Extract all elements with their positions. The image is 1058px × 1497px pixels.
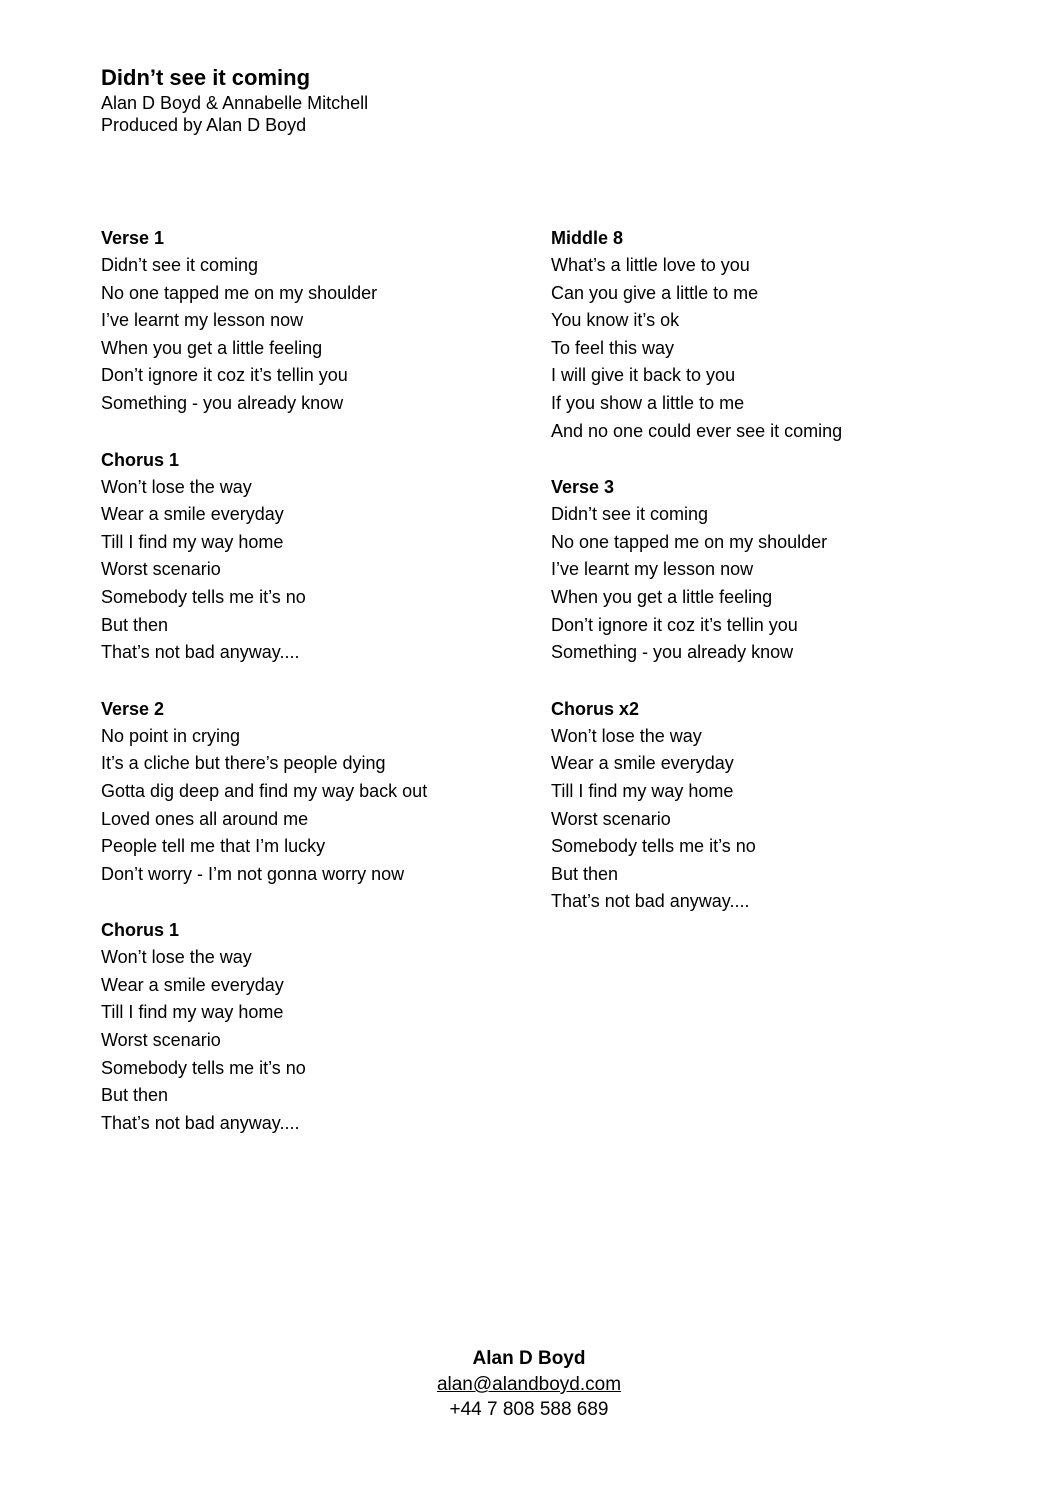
lyric-line: No one tapped me on my shoulder — [551, 531, 828, 552]
lyric-line: I’ve learnt my lesson now — [101, 310, 304, 331]
lyric-line: I will give it back to you — [551, 365, 736, 386]
section-heading: Middle 8 — [551, 228, 624, 248]
lyric-line: Somebody tells me it’s no — [551, 836, 756, 857]
lyric-line: Don’t worry - I’m not gonna worry now — [101, 863, 405, 884]
lyric-line: Can you give a little to me — [551, 282, 759, 303]
lyric-section-middle-8 — [551, 224, 842, 445]
lyric-line: When you get a little feeling — [551, 586, 773, 607]
lyric-line: But then — [551, 863, 619, 884]
section-heading: Chorus 1 — [101, 920, 180, 941]
lyric-line: It’s a cliche but there’s people dying — [101, 753, 386, 774]
lyric-line: That’s not bad anyway.... — [101, 1112, 300, 1133]
lyric-line: Won’t lose the way — [101, 476, 252, 497]
lyric-line: Till I find my way home — [101, 531, 284, 552]
lyric-section-verse-2 — [101, 695, 427, 889]
section-heading: Verse 3 — [551, 477, 615, 498]
lyric-line: That’s not bad anyway.... — [551, 891, 750, 912]
lyric-line: Wear a smile everyday — [101, 504, 284, 525]
lyric-line: Don’t ignore it coz it’s tellin you — [101, 365, 348, 386]
lyric-line: Till I find my way home — [101, 1002, 284, 1023]
section-heading: Chorus 1 — [101, 449, 180, 470]
lyric-line: You know it’s ok — [551, 310, 680, 331]
lyric-line: Somebody tells me it’s no — [101, 586, 306, 607]
lyric-section-chorus-x2 — [551, 695, 842, 916]
contact-footer — [0, 1346, 1058, 1422]
song-title: Didn’t see it coming — [101, 65, 311, 90]
lyric-line: People tell me that I’m lucky — [101, 836, 326, 857]
lyric-line: Wear a smile everyday — [551, 753, 734, 774]
lyric-line: Won’t lose the way — [551, 725, 702, 746]
lyric-line: Somebody tells me it’s no — [101, 1057, 306, 1078]
lyric-line: Till I find my way home — [551, 780, 734, 801]
lyric-line: I’ve learnt my lesson now — [551, 559, 754, 580]
contact-name: Alan D Boyd — [472, 1348, 586, 1369]
lyric-line: Something - you already know — [551, 642, 794, 663]
lyric-line: That’s not bad anyway.... — [101, 642, 300, 663]
lyric-line: Worst scenario — [101, 1030, 221, 1051]
lyric-section-chorus-1 — [101, 446, 427, 667]
lyric-line: No point in crying — [101, 725, 241, 746]
contact-phone: +44 7 808 588 689 — [449, 1399, 609, 1420]
lyric-line: To feel this way — [551, 337, 675, 358]
lyric-line: No one tapped me on my shoulder — [101, 282, 378, 303]
lyric-line: Won’t lose the way — [101, 947, 252, 968]
lyric-line: Don’t ignore it coz it’s tellin you — [551, 614, 798, 635]
lyric-line: Didn’t see it coming — [551, 504, 709, 525]
lyric-line: Something - you already know — [101, 392, 344, 413]
song-header — [101, 64, 368, 136]
lyric-line: And no one could ever see it coming — [551, 420, 843, 441]
song-writers: Alan D Boyd & Annabelle Mitchell — [101, 93, 369, 113]
lyrics-left-column — [101, 224, 427, 1165]
lyrics-right-column — [551, 224, 842, 944]
contact-email-link[interactable]: alan@alandboyd.com — [436, 1374, 622, 1395]
lyric-section-chorus-1-repeat — [101, 916, 427, 1137]
song-producer: Produced by Alan D Boyd — [101, 115, 307, 135]
lyric-line: Gotta dig deep and find my way back out — [101, 780, 428, 801]
lyric-section-verse-1 — [101, 224, 427, 418]
lyric-line: If you show a little to me — [551, 392, 745, 413]
lyric-line: But then — [101, 614, 169, 635]
lyric-line: What’s a little love to you — [551, 255, 750, 275]
section-heading: Verse 2 — [101, 698, 165, 719]
lyric-line: Wear a smile everyday — [101, 974, 284, 995]
section-heading: Chorus x2 — [551, 698, 640, 719]
lyric-line: Worst scenario — [101, 559, 221, 580]
lyric-line: Didn’t see it coming — [101, 255, 259, 275]
section-heading: Verse 1 — [101, 228, 165, 248]
lyric-section-verse-3 — [551, 473, 842, 667]
lyric-line: Worst scenario — [551, 808, 671, 829]
lyric-line: But then — [101, 1085, 169, 1106]
lyric-line: When you get a little feeling — [101, 337, 323, 358]
lyric-line: Loved ones all around me — [101, 808, 309, 829]
